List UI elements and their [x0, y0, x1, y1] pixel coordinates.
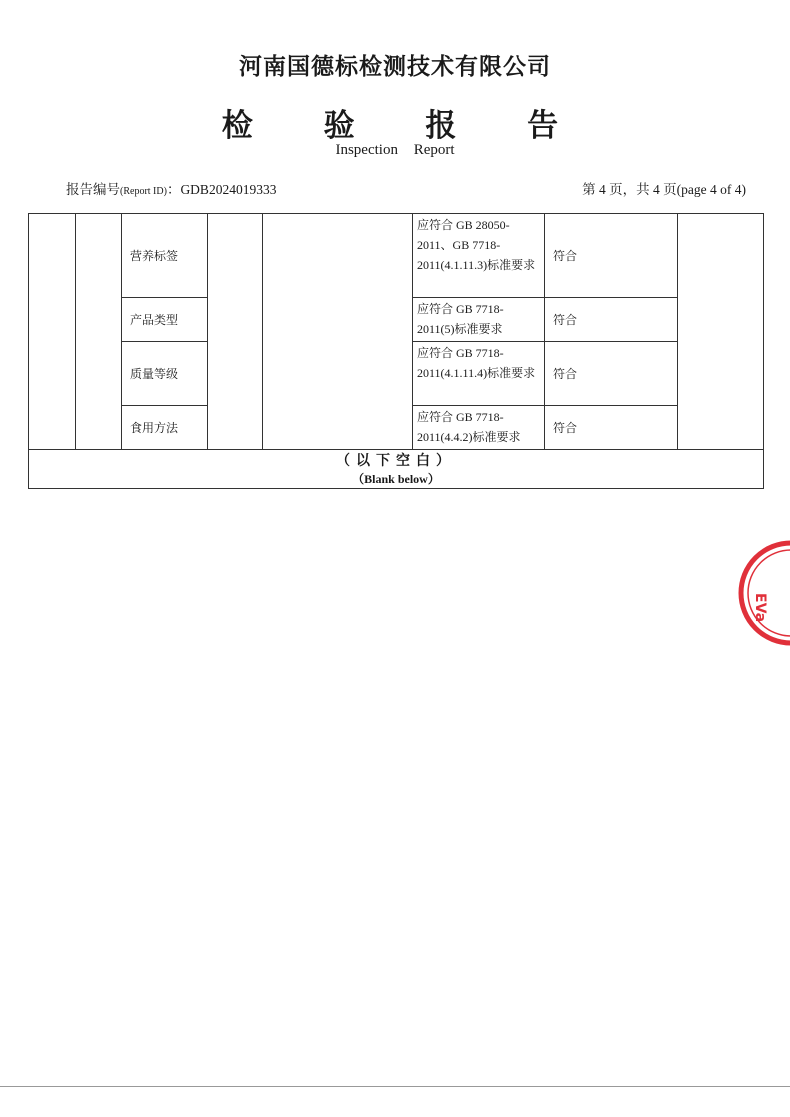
- result-text: 符合: [545, 298, 678, 342]
- empty-cell: [208, 214, 263, 450]
- item-name: 食用方法: [122, 406, 208, 450]
- company-name: 河南国德标检测技术有限公司: [239, 54, 551, 80]
- report-id-label-en: (Report ID): [120, 186, 167, 197]
- report-id-value: GDB2024019333: [180, 182, 277, 197]
- standard-text: 应符合 GB 7718-2011(4.1.11.4)标准要求: [413, 342, 545, 406]
- blank-below-en: （Blank below）: [352, 472, 440, 486]
- blank-below-cn: （以下空白）: [336, 453, 456, 469]
- report-id-label: 报告编号: [66, 182, 120, 197]
- result-text: 符合: [545, 406, 678, 450]
- report-subtitle: Inspection Report: [335, 142, 455, 158]
- item-name: 质量等级: [122, 342, 208, 406]
- standard-text: 应符合 GB 7718-2011(5)标准要求: [413, 298, 545, 342]
- result-text: 符合: [545, 214, 678, 298]
- table-row: [29, 214, 764, 298]
- report-id-colon: ：: [166, 182, 181, 197]
- empty-cell: [678, 214, 764, 450]
- blank-below-row: [29, 450, 764, 489]
- item-name: 营养标签: [122, 214, 208, 298]
- stamp-text: EVa: [752, 593, 768, 623]
- blank-below-cell: [29, 450, 764, 489]
- report-title: 检 验 报 告: [221, 108, 589, 144]
- official-seal-stamp: [736, 538, 790, 648]
- footer-divider: [0, 1086, 790, 1087]
- empty-cell: [263, 214, 413, 450]
- standard-text: 应符合 GB 28050-2011、GB 7718-2011(4.1.11.3)标准要求: [413, 214, 545, 298]
- result-text: 符合: [545, 342, 678, 406]
- standard-text: 应符合 GB 7718-2011(4.4.2)标准要求: [413, 406, 545, 450]
- inspection-table: [28, 213, 764, 489]
- empty-cell: [76, 214, 122, 450]
- report-id-line: [66, 178, 276, 198]
- empty-cell: [29, 214, 76, 450]
- page-info: 第 4 页，共 4 页(page 4 of 4): [582, 182, 746, 197]
- item-name: 产品类型: [122, 298, 208, 342]
